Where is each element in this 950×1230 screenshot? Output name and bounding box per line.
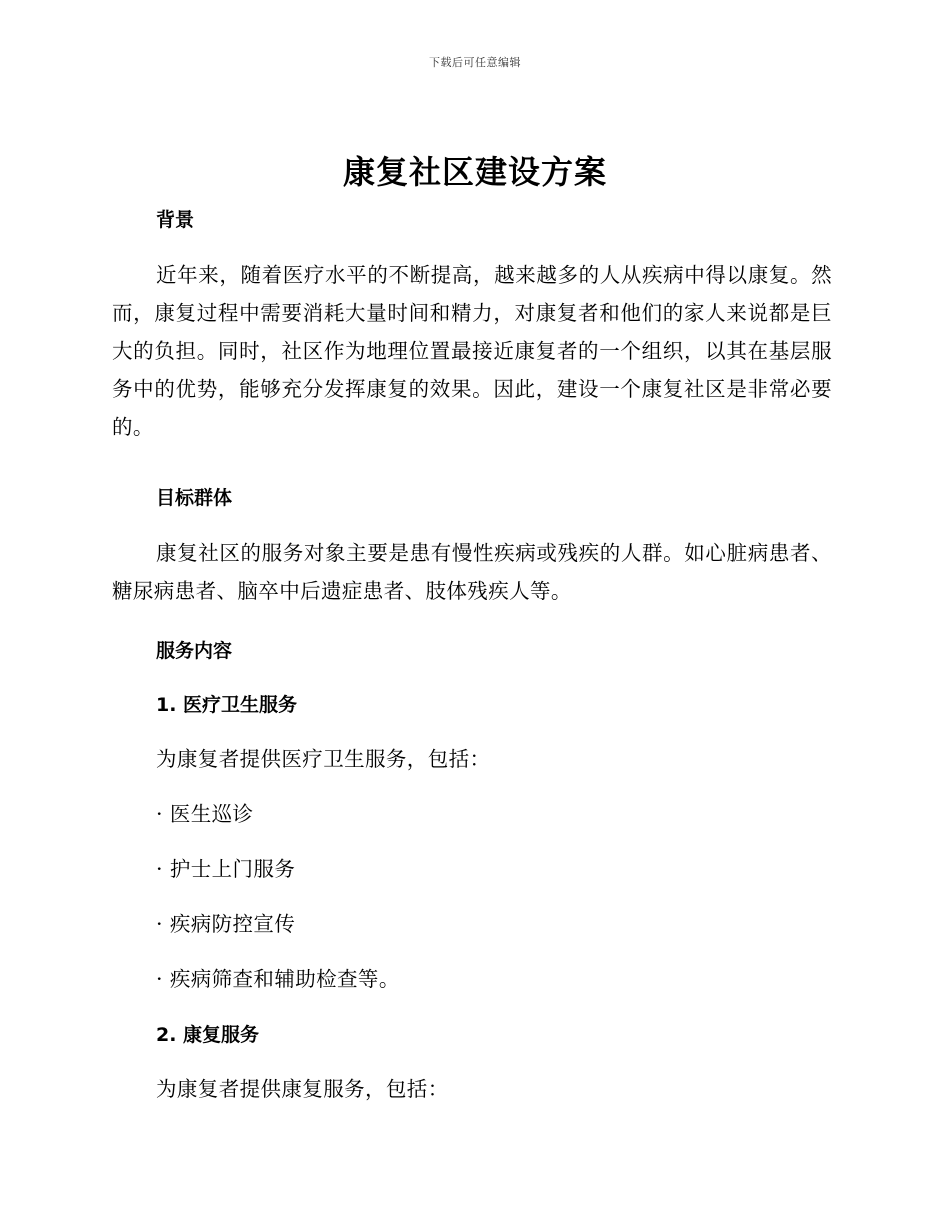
subsection-heading-rehab: 2. 康复服务 xyxy=(156,1024,260,1046)
background-paragraph: 近年来，随着医疗水平的不断提高，越来越多的人从疾病中得以康复。然而，康复过程中需要消耗大量时间和精力，对康复者和他们的家人来说都是巨大的负担。同时，社区作为地理位置最接近康复者的一个组织，以其在基层服务中的优势，能够充分发挥康复的效果。因此，建设一个康复社区是非常必要的。 xyxy=(112,263,832,439)
medical-intro: 为康复者提供医疗卫生服务，包括： xyxy=(156,747,491,771)
header-note: 下载后可任意编辑 xyxy=(429,56,521,69)
subsection-heading-medical: 1. 医疗卫生服务 xyxy=(156,694,298,716)
list-item: · 医生巡诊 xyxy=(156,802,254,826)
list-item: · 疾病筛查和辅助检查等。 xyxy=(156,967,400,991)
list-item: · 护士上门服务 xyxy=(156,857,296,881)
section-heading-background: 背景 xyxy=(156,209,195,231)
section-heading-services: 服务内容 xyxy=(156,640,233,662)
document-title: 康复社区建设方案 xyxy=(342,153,607,191)
section-heading-target-group: 目标群体 xyxy=(156,487,233,509)
target-group-paragraph: 康复社区的服务对象主要是患有慢性疾病或残疾的人群。如心脏病患者、糖尿病患者、脑卒中后遗症患者、肢体残疾人等。 xyxy=(112,541,832,603)
list-item: · 疾病防控宣传 xyxy=(156,912,296,936)
rehab-intro: 为康复者提供康复服务，包括： xyxy=(156,1077,449,1101)
